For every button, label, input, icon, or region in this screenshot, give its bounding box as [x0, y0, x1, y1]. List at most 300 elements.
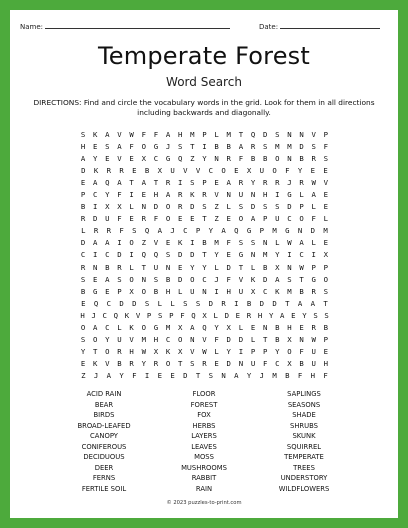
grid-letter[interactable]: K — [124, 310, 130, 320]
grid-letter[interactable]: N — [287, 129, 292, 139]
grid-letter[interactable]: T — [238, 129, 244, 139]
grid-letter[interactable]: L — [299, 190, 304, 200]
grid-letter[interactable]: Y — [208, 226, 214, 236]
grid-letter[interactable]: Y — [275, 347, 280, 357]
grid-letter[interactable]: R — [226, 153, 231, 163]
grid-letter[interactable]: L — [226, 202, 231, 212]
grid-letter[interactable]: J — [165, 141, 171, 151]
grid-letter[interactable]: K — [93, 129, 98, 139]
grid-letter[interactable]: C — [208, 165, 214, 175]
grid-letter[interactable]: S — [313, 310, 318, 320]
grid-letter[interactable]: S — [144, 298, 150, 308]
grid-letter[interactable]: T — [238, 262, 244, 272]
grid-letter[interactable]: Y — [226, 347, 231, 357]
grid-letter[interactable]: G — [93, 286, 98, 296]
grid-letter[interactable]: A — [105, 129, 110, 139]
grid-letter[interactable]: D — [250, 202, 256, 212]
grid-letter[interactable]: V — [190, 347, 195, 357]
grid-letter[interactable]: O — [165, 202, 171, 212]
grid-letter[interactable]: T — [195, 371, 201, 381]
grid-letter[interactable]: S — [202, 202, 207, 212]
grid-letter[interactable]: B — [202, 238, 207, 248]
grid-letter[interactable]: L — [170, 298, 175, 308]
grid-letter[interactable]: W — [129, 129, 134, 139]
grid-letter[interactable]: V — [323, 177, 329, 187]
grid-letter[interactable]: S — [262, 141, 268, 151]
grid-letter[interactable]: L — [311, 238, 316, 248]
grid-letter[interactable]: E — [129, 214, 134, 224]
grid-letter[interactable]: L — [214, 262, 219, 272]
grid-letter[interactable]: H — [165, 286, 171, 296]
grid-letter[interactable]: R — [299, 177, 304, 187]
grid-letter[interactable]: E — [81, 298, 86, 308]
grid-letter[interactable]: E — [165, 238, 171, 248]
grid-letter[interactable]: A — [226, 177, 231, 187]
grid-letter[interactable]: B — [165, 274, 171, 284]
grid-letter[interactable]: O — [287, 347, 292, 357]
grid-letter[interactable]: H — [287, 323, 292, 333]
grid-letter[interactable]: D — [287, 202, 292, 212]
grid-letter[interactable]: D — [262, 274, 268, 284]
grid-letter[interactable]: R — [141, 214, 146, 224]
grid-letter[interactable]: A — [80, 153, 86, 163]
grid-letter[interactable]: E — [105, 286, 110, 296]
grid-letter[interactable]: O — [238, 214, 244, 224]
grid-letter[interactable]: R — [165, 177, 171, 187]
grid-letter[interactable]: F — [129, 141, 134, 151]
grid-letter[interactable]: L — [129, 202, 134, 212]
grid-letter[interactable]: E — [80, 177, 86, 187]
grid-letter[interactable]: F — [238, 153, 244, 163]
grid-letter[interactable]: P — [80, 190, 86, 200]
grid-letter[interactable]: Q — [105, 177, 110, 187]
grid-letter[interactable]: K — [177, 238, 183, 248]
grid-letter[interactable]: K — [190, 190, 195, 200]
grid-letter[interactable]: T — [285, 298, 290, 308]
grid-letter[interactable]: O — [141, 286, 146, 296]
grid-letter[interactable]: M — [323, 226, 328, 236]
grid-letter[interactable]: F — [117, 190, 122, 200]
grid-letter[interactable]: B — [323, 323, 329, 333]
grid-letter[interactable]: S — [183, 298, 188, 308]
grid-letter[interactable]: E — [105, 153, 110, 163]
grid-letter[interactable]: I — [202, 141, 207, 151]
grid-letter[interactable]: A — [275, 274, 280, 284]
grid-letter[interactable]: U — [259, 165, 265, 175]
grid-letter[interactable]: T — [177, 359, 183, 369]
grid-letter[interactable]: E — [93, 141, 98, 151]
grid-letter[interactable]: F — [226, 238, 231, 248]
grid-letter[interactable]: R — [311, 323, 316, 333]
grid-letter[interactable]: Y — [302, 310, 307, 320]
grid-letter[interactable]: A — [311, 190, 316, 200]
grid-letter[interactable]: H — [257, 310, 263, 320]
grid-letter[interactable]: Q — [177, 153, 183, 163]
grid-letter[interactable]: E — [235, 310, 241, 320]
grid-letter[interactable]: S — [262, 202, 268, 212]
grid-letter[interactable]: Y — [190, 262, 195, 272]
grid-letter[interactable]: W — [311, 177, 316, 187]
grid-letter[interactable]: I — [275, 190, 280, 200]
grid-letter[interactable]: Z — [214, 214, 219, 224]
grid-letter[interactable]: C — [93, 190, 98, 200]
grid-letter[interactable]: B — [262, 262, 268, 272]
grid-letter[interactable]: X — [177, 323, 183, 333]
grid-letter[interactable]: D — [226, 335, 231, 345]
grid-letter[interactable]: D — [153, 202, 159, 212]
grid-letter[interactable]: Y — [93, 153, 98, 163]
grid-letter[interactable]: S — [132, 226, 137, 236]
grid-letter[interactable]: T — [202, 250, 207, 260]
grid-letter[interactable]: E — [234, 165, 239, 175]
grid-letter[interactable]: E — [310, 165, 316, 175]
grid-letter[interactable]: Z — [81, 371, 86, 381]
grid-letter[interactable]: V — [195, 165, 201, 175]
grid-letter[interactable]: S — [177, 141, 183, 151]
grid-letter[interactable]: G — [285, 226, 290, 236]
grid-letter[interactable]: X — [157, 165, 163, 175]
grid-letter[interactable]: A — [190, 323, 195, 333]
grid-letter[interactable]: P — [146, 310, 152, 320]
grid-letter[interactable]: U — [238, 190, 244, 200]
grid-letter[interactable]: F — [323, 371, 328, 381]
grid-letter[interactable]: L — [117, 323, 122, 333]
grid-letter[interactable]: R — [311, 153, 316, 163]
grid-letter[interactable]: S — [323, 286, 329, 296]
grid-letter[interactable]: D — [183, 371, 188, 381]
grid-letter[interactable]: A — [234, 371, 239, 381]
grid-letter[interactable]: O — [165, 359, 171, 369]
grid-letter[interactable]: K — [93, 165, 99, 175]
grid-letter[interactable]: Z — [141, 238, 146, 248]
grid-letter[interactable]: P — [262, 347, 268, 357]
grid-letter[interactable]: S — [238, 202, 244, 212]
grid-letter[interactable]: G — [311, 274, 316, 284]
grid-letter[interactable]: P — [323, 129, 329, 139]
grid-letter[interactable]: E — [299, 323, 304, 333]
grid-letter[interactable]: F — [153, 214, 159, 224]
grid-letter[interactable]: C — [202, 274, 207, 284]
grid-letter[interactable]: B — [275, 323, 280, 333]
grid-letter[interactable]: E — [291, 310, 296, 320]
grid-letter[interactable]: U — [105, 214, 110, 224]
grid-letter[interactable]: P — [311, 262, 316, 272]
grid-letter[interactable]: C — [183, 226, 188, 236]
grid-letter[interactable]: B — [275, 335, 280, 345]
grid-letter[interactable]: V — [105, 359, 110, 369]
grid-letter[interactable]: Y — [105, 335, 110, 345]
grid-letter[interactable]: J — [287, 177, 292, 187]
grid-letter[interactable]: A — [165, 129, 171, 139]
grid-letter[interactable]: K — [93, 359, 98, 369]
grid-letter[interactable]: I — [129, 190, 134, 200]
grid-letter[interactable]: A — [280, 310, 285, 320]
grid-letter[interactable]: C — [105, 323, 110, 333]
grid-letter[interactable]: O — [323, 274, 329, 284]
grid-letter[interactable]: A — [105, 238, 110, 248]
grid-letter[interactable]: C — [102, 310, 107, 320]
grid-letter[interactable]: J — [214, 274, 219, 284]
grid-letter[interactable]: D — [259, 298, 265, 308]
grid-letter[interactable]: S — [80, 274, 86, 284]
grid-letter[interactable]: P — [202, 177, 207, 187]
grid-letter[interactable]: O — [129, 238, 134, 248]
grid-letter[interactable]: U — [250, 359, 256, 369]
grid-letter[interactable]: C — [106, 298, 112, 308]
grid-letter[interactable]: R — [117, 262, 122, 272]
grid-letter[interactable]: L — [311, 202, 316, 212]
grid-letter[interactable]: D — [190, 202, 195, 212]
grid-letter[interactable]: E — [170, 371, 175, 381]
grid-letter[interactable]: R — [119, 165, 124, 175]
grid-letter[interactable]: C — [287, 214, 292, 224]
grid-letter[interactable]: L — [129, 262, 134, 272]
grid-letter[interactable]: C — [153, 153, 159, 163]
grid-letter[interactable]: B — [299, 286, 304, 296]
grid-letter[interactable]: N — [226, 190, 231, 200]
grid-letter[interactable]: N — [250, 190, 256, 200]
grid-letter[interactable]: N — [190, 335, 195, 345]
grid-letter[interactable]: S — [117, 274, 122, 284]
grid-letter[interactable]: S — [105, 141, 110, 151]
grid-letter[interactable]: V — [311, 129, 316, 139]
grid-letter[interactable]: L — [323, 214, 329, 224]
grid-letter[interactable]: U — [311, 347, 316, 357]
grid-letter[interactable]: O — [129, 274, 134, 284]
grid-letter[interactable]: U — [275, 214, 280, 224]
grid-letter[interactable]: O — [141, 323, 146, 333]
grid-letter[interactable]: N — [221, 371, 226, 381]
grid-letter[interactable]: F — [119, 226, 124, 236]
grid-letter[interactable]: N — [299, 335, 304, 345]
grid-letter[interactable]: I — [311, 250, 316, 260]
grid-letter[interactable]: V — [183, 165, 188, 175]
grid-letter[interactable]: P — [117, 286, 122, 296]
grid-letter[interactable]: D — [80, 238, 86, 248]
grid-letter[interactable]: M — [226, 129, 231, 139]
grid-letter[interactable]: W — [202, 347, 207, 357]
grid-letter[interactable]: Y — [105, 190, 110, 200]
grid-letter[interactable]: K — [129, 323, 134, 333]
grid-letter[interactable]: D — [262, 129, 268, 139]
grid-letter[interactable]: R — [80, 262, 86, 272]
grid-letter[interactable]: X — [246, 165, 252, 175]
grid-letter[interactable]: B — [105, 262, 110, 272]
grid-letter[interactable]: I — [238, 347, 244, 357]
grid-letter[interactable]: L — [177, 286, 183, 296]
grid-letter[interactable]: I — [144, 371, 150, 381]
grid-letter[interactable]: S — [153, 274, 159, 284]
grid-letter[interactable]: D — [310, 226, 316, 236]
grid-letter[interactable]: N — [202, 286, 207, 296]
grid-letter[interactable]: R — [80, 214, 86, 224]
grid-letter[interactable]: K — [165, 347, 171, 357]
grid-letter[interactable]: K — [275, 286, 280, 296]
grid-letter[interactable]: A — [117, 141, 122, 151]
grid-letter[interactable]: B — [117, 359, 122, 369]
grid-letter[interactable]: E — [129, 153, 134, 163]
grid-letter[interactable]: F — [299, 347, 304, 357]
grid-letter[interactable]: J — [93, 371, 99, 381]
grid-letter[interactable]: D — [226, 262, 231, 272]
grid-letter[interactable]: R — [202, 359, 207, 369]
grid-letter[interactable]: I — [177, 177, 183, 187]
grid-letter[interactable]: Q — [93, 298, 99, 308]
grid-letter[interactable]: S — [165, 250, 171, 260]
grid-letter[interactable]: H — [262, 190, 268, 200]
grid-letter[interactable]: I — [129, 250, 134, 260]
grid-letter[interactable]: S — [195, 298, 201, 308]
grid-letter[interactable]: X — [323, 250, 329, 260]
grid-letter[interactable]: O — [80, 323, 86, 333]
grid-letter[interactable]: T — [153, 177, 159, 187]
grid-letter[interactable]: A — [310, 298, 316, 308]
grid-letter[interactable]: R — [129, 359, 134, 369]
grid-letter[interactable]: R — [221, 298, 226, 308]
grid-letter[interactable]: W — [299, 262, 304, 272]
grid-letter[interactable]: Q — [234, 226, 239, 236]
grid-letter[interactable]: T — [323, 298, 328, 308]
grid-letter[interactable]: E — [323, 347, 329, 357]
grid-letter[interactable]: B — [80, 202, 86, 212]
grid-letter[interactable]: G — [238, 250, 244, 260]
grid-letter[interactable]: S — [238, 238, 244, 248]
grid-letter[interactable]: X — [287, 359, 292, 369]
grid-letter[interactable]: R — [177, 190, 183, 200]
grid-letter[interactable]: M — [275, 141, 280, 151]
grid-letter[interactable]: A — [141, 177, 146, 187]
grid-letter[interactable]: U — [117, 335, 122, 345]
grid-letter[interactable]: S — [208, 371, 214, 381]
grid-letter[interactable]: Y — [246, 371, 252, 381]
date-field[interactable] — [280, 22, 380, 29]
grid-letter[interactable]: N — [297, 226, 303, 236]
grid-letter[interactable]: R — [250, 141, 256, 151]
grid-letter[interactable]: C — [299, 250, 304, 260]
grid-letter[interactable]: S — [250, 238, 256, 248]
grid-letter[interactable]: F — [153, 129, 159, 139]
grid-letter[interactable]: Q — [191, 310, 196, 320]
grid-letter[interactable]: R — [93, 226, 99, 236]
grid-letter[interactable]: M — [287, 141, 292, 151]
grid-letter[interactable]: C — [105, 250, 110, 260]
grid-letter[interactable]: F — [285, 165, 290, 175]
grid-letter[interactable]: G — [246, 226, 252, 236]
grid-letter[interactable]: M — [141, 335, 146, 345]
grid-letter[interactable]: Z — [190, 153, 195, 163]
grid-letter[interactable]: P — [299, 202, 304, 212]
grid-letter[interactable]: A — [238, 141, 244, 151]
grid-letter[interactable]: R — [177, 202, 183, 212]
grid-letter[interactable]: D — [190, 250, 195, 260]
grid-letter[interactable]: L — [214, 129, 219, 139]
grid-letter[interactable]: A — [250, 214, 256, 224]
grid-letter[interactable]: S — [324, 310, 329, 320]
grid-letter[interactable]: P — [262, 214, 268, 224]
grid-letter[interactable]: Q — [141, 250, 146, 260]
grid-letter[interactable]: N — [287, 262, 292, 272]
grid-letter[interactable]: B — [144, 165, 150, 175]
grid-letter[interactable]: G — [287, 190, 292, 200]
grid-letter[interactable]: H — [177, 129, 183, 139]
grid-letter[interactable]: E — [177, 262, 183, 272]
grid-letter[interactable]: E — [93, 274, 98, 284]
grid-letter[interactable]: D — [119, 298, 124, 308]
grid-letter[interactable]: L — [250, 262, 256, 272]
grid-letter[interactable]: M — [272, 371, 277, 381]
grid-letter[interactable]: A — [221, 226, 226, 236]
grid-letter[interactable]: X — [177, 347, 183, 357]
grid-letter[interactable]: H — [323, 359, 329, 369]
grid-letter[interactable]: F — [311, 214, 316, 224]
grid-letter[interactable]: I — [190, 238, 195, 248]
grid-letter[interactable]: T — [93, 347, 98, 357]
grid-letter[interactable]: A — [93, 238, 98, 248]
grid-letter[interactable]: Y — [214, 250, 219, 260]
grid-letter[interactable]: T — [129, 177, 134, 187]
grid-letter[interactable]: H — [226, 286, 231, 296]
grid-letter[interactable]: S — [190, 359, 195, 369]
grid-letter[interactable]: D — [177, 274, 183, 284]
grid-letter[interactable]: E — [157, 371, 163, 381]
grid-letter[interactable]: P — [169, 310, 174, 320]
grid-letter[interactable]: P — [202, 129, 207, 139]
grid-letter[interactable]: P — [250, 347, 256, 357]
grid-letter[interactable]: O — [93, 335, 98, 345]
grid-letter[interactable]: W — [311, 335, 316, 345]
grid-letter[interactable]: P — [323, 262, 329, 272]
grid-letter[interactable]: L — [213, 310, 218, 320]
grid-letter[interactable]: N — [299, 129, 304, 139]
grid-letter[interactable]: Y — [297, 165, 303, 175]
grid-letter[interactable]: W — [287, 238, 292, 248]
grid-letter[interactable]: V — [153, 238, 159, 248]
grid-letter[interactable]: X — [105, 202, 110, 212]
grid-letter[interactable]: O — [221, 165, 226, 175]
grid-letter[interactable]: D — [93, 214, 98, 224]
grid-letter[interactable]: M — [287, 286, 292, 296]
grid-letter[interactable]: X — [287, 335, 292, 345]
grid-letter[interactable]: C — [165, 335, 171, 345]
grid-letter[interactable]: O — [275, 153, 280, 163]
grid-letter[interactable]: T — [299, 274, 304, 284]
grid-letter[interactable]: V — [135, 310, 141, 320]
grid-letter[interactable]: R — [238, 177, 244, 187]
grid-letter[interactable]: S — [158, 310, 163, 320]
grid-letter[interactable]: M — [214, 238, 219, 248]
grid-letter[interactable]: E — [323, 202, 329, 212]
grid-letter[interactable]: X — [202, 310, 207, 320]
grid-letter[interactable]: N — [250, 250, 256, 260]
grid-letter[interactable]: W — [141, 347, 146, 357]
grid-letter[interactable]: N — [93, 262, 98, 272]
grid-letter[interactable]: Q — [250, 129, 256, 139]
grid-letter[interactable]: M — [190, 129, 195, 139]
grid-letter[interactable]: O — [177, 335, 183, 345]
grid-letter[interactable]: E — [214, 359, 219, 369]
grid-letter[interactable]: B — [246, 298, 252, 308]
grid-letter[interactable]: A — [105, 274, 110, 284]
grid-letter[interactable]: O — [272, 165, 277, 175]
grid-letter[interactable]: C — [262, 286, 268, 296]
grid-letter[interactable]: M — [262, 250, 268, 260]
grid-letter[interactable]: S — [275, 129, 280, 139]
grid-letter[interactable]: A — [299, 238, 304, 248]
grid-letter[interactable]: I — [287, 250, 292, 260]
grid-letter[interactable]: J — [91, 310, 96, 320]
grid-letter[interactable]: N — [165, 262, 171, 272]
grid-letter[interactable]: P — [195, 226, 201, 236]
